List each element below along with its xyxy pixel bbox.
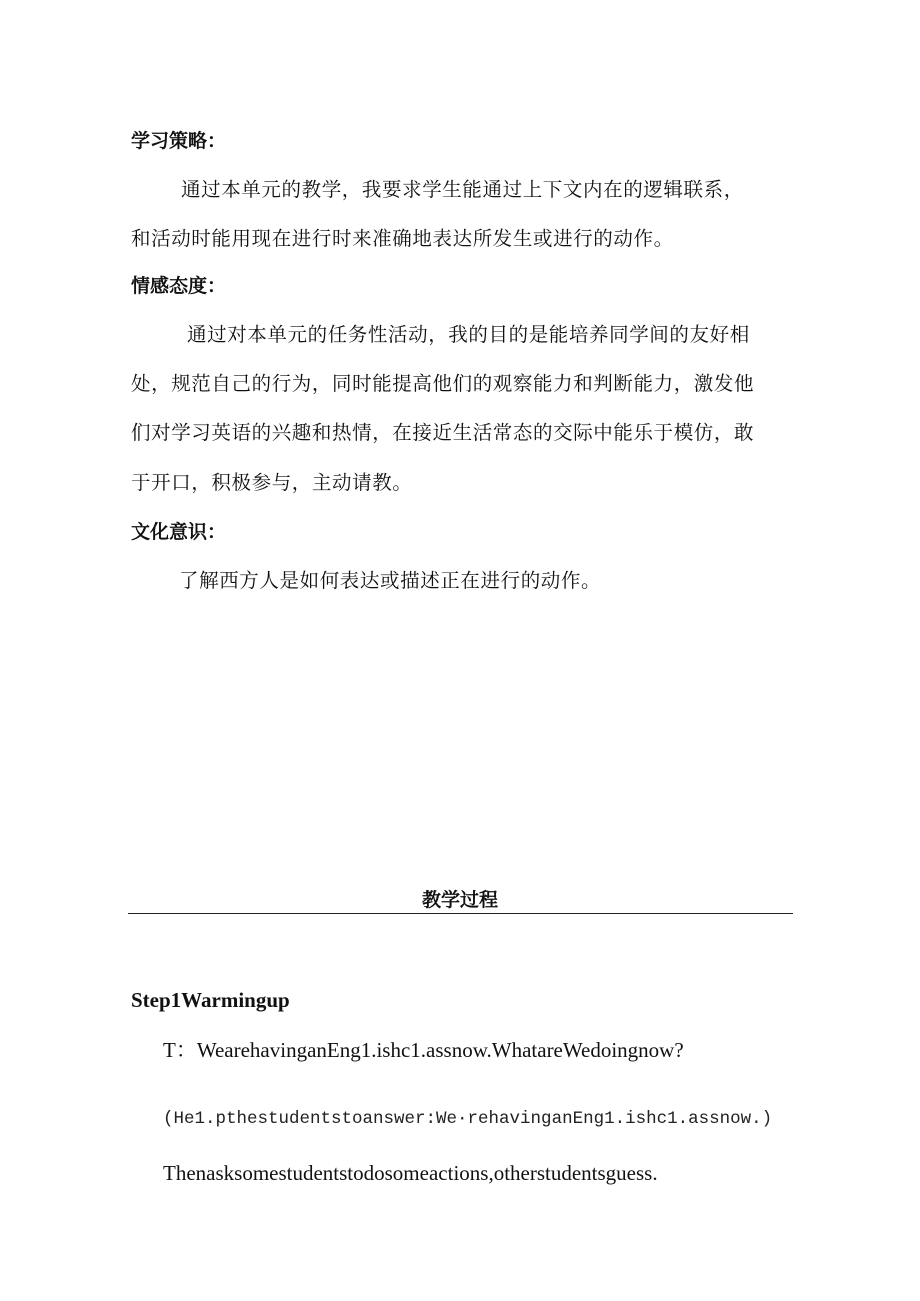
attitude-line-4: 于开口，积极参与，主动请教。	[131, 471, 413, 494]
step1-heading: Step1Warmingup	[131, 988, 290, 1012]
attitude-line-1: 通过对本单元的任务性活动，我的目的是能培养同学间的友好相	[187, 323, 750, 346]
attitude-line-2: 处，规范自己的行为，同时能提高他们的观察能力和判断能力，激发他	[131, 372, 755, 395]
title-divider	[128, 913, 793, 914]
strategy-line-2: 和活动时能用现在进行时来准确地表达所发生或进行的动作。	[131, 227, 674, 250]
culture-line-1: 了解西方人是如何表达或描述正在进行的动作。	[179, 569, 602, 592]
process-title: 教学过程	[421, 889, 498, 911]
attitude-line-3: 们对学习英语的兴趣和热情，在接近生活常态的交际中能乐于模仿，敢	[131, 421, 755, 444]
culture-heading: 文化意识：	[131, 521, 227, 543]
step1-teacher-line: T：WearehavinganEng1.ishc1.assnow.WhatareWedoingnow?	[163, 1038, 684, 1062]
strategy-line-1: 通过本单元的教学，我要求学生能通过上下文内在的逻辑联系，	[181, 178, 744, 201]
step1-note: (He1.pthestudentstoanswer:We·rehavinganEng1.ishc1.assnow.)	[163, 1109, 773, 1129]
strategy-heading: 学习策略：	[131, 130, 227, 152]
attitude-heading: 情感态度：	[131, 275, 227, 297]
step1-instruction: Thenasksomestudentstodosomeactions,otherstudentsguess.	[163, 1161, 658, 1185]
